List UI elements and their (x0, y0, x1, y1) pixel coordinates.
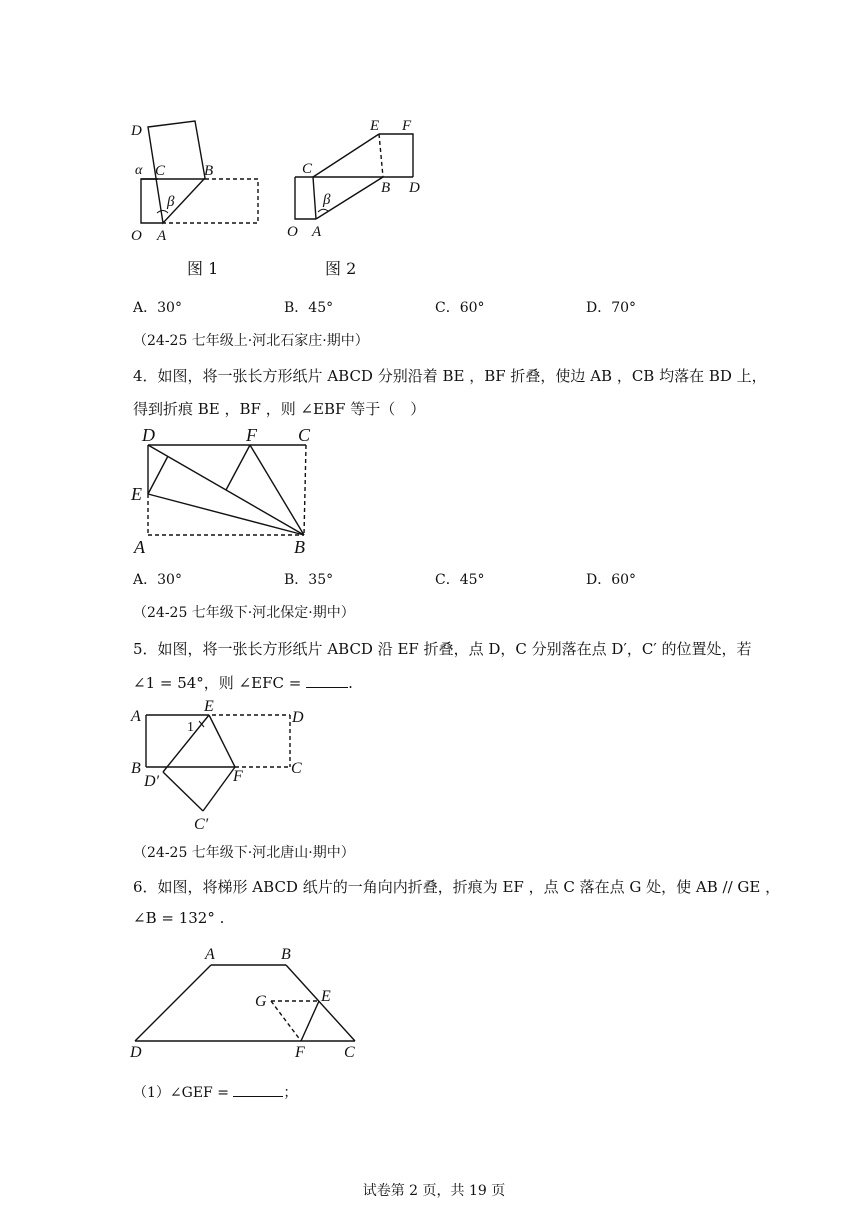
q3-option-a[interactable]: A．30° (133, 300, 182, 316)
fig1-label-A: A (157, 228, 167, 244)
q6-source: （24-25 七年级下·河北唐山·期中） (133, 845, 355, 861)
q4-figure (128, 422, 328, 562)
q4-label-B: B (294, 537, 305, 557)
q6-stem-line2: ∠B = 132° . (133, 909, 225, 927)
fig2-label-A: A (312, 224, 322, 240)
q5-label-1: 1 (187, 720, 194, 735)
q4-label-F: F (246, 425, 257, 445)
q4-label-A: A (134, 537, 145, 557)
q6-sub1-text: （1）∠GEF = (133, 1085, 229, 1101)
fig2-label-O: O (287, 224, 298, 240)
q5-label-F: F (233, 768, 243, 785)
q3-figure-2 (283, 112, 433, 247)
fig2-label-E: E (370, 118, 380, 134)
fig2-label-F: F (402, 118, 412, 134)
q4-label-D: D (142, 425, 155, 445)
q6-label-D: D (130, 1044, 142, 1061)
q5-label-B: B (131, 760, 141, 777)
q6-label-B: B (281, 946, 291, 963)
fig2-label-beta: β (323, 192, 331, 208)
q4-option-a[interactable]: A．30° (133, 572, 182, 588)
q3-option-c[interactable]: C．60° (435, 300, 485, 316)
fig1-label-O: O (131, 228, 142, 244)
page-footer: 试卷第 2 页，共 19 页 (362, 1183, 506, 1199)
q3-option-b[interactable]: B．45° (284, 300, 334, 316)
q4-option-d[interactable]: D．60° (586, 572, 637, 588)
q6-stem-line1: 6．如图，将梯形 ABCD 纸片的一角向内折叠，折痕为 EF ，点 C 落在点 G 处，使 AB // GE ， (133, 878, 781, 896)
fig1-label-C: C (155, 163, 166, 179)
q5-label-Dprime: D′ (144, 773, 160, 790)
q5-figure (125, 697, 315, 832)
q4-label-C: C (298, 425, 311, 445)
q4-option-c[interactable]: C．45° (435, 572, 485, 588)
q4-stem-line2: 得到折痕 BE ，BF ，则 ∠EBF 等于（ ） (133, 400, 426, 418)
q6-label-G: G (255, 993, 267, 1010)
fig1-label-alpha: α (135, 163, 143, 178)
q6-label-E: E (321, 988, 331, 1005)
fig2-caption: 图 2 (325, 259, 357, 278)
q4-stem-line1: 4．如图，将一张长方形纸片 ABCD 分别沿着 BE ，BF 折叠，使边 AB ，CB 均落在 BD 上， (133, 367, 767, 385)
fig2-label-D: D (409, 180, 420, 196)
q6-sub1-answer-blank[interactable] (233, 1082, 283, 1097)
fig2-label-C: C (302, 161, 313, 177)
fig2-label-B: B (381, 180, 391, 196)
fig1-label-B: B (204, 163, 214, 179)
fig1-label-D: D (131, 123, 142, 139)
q5-stem-text: ∠1 = 54°，则 ∠EFC = (133, 674, 302, 692)
fig1-label-beta: β (167, 194, 175, 210)
q5-label-Cprime: C′ (194, 816, 209, 832)
q5-label-E: E (204, 698, 214, 715)
fig1-caption: 图 1 (187, 259, 219, 278)
q6-label-F: F (295, 1044, 305, 1061)
q5-source: （24-25 七年级下·河北保定·期中） (133, 605, 355, 621)
q3-option-d[interactable]: D．70° (586, 300, 637, 316)
q5-stem-line1: 5．如图，将一张长方形纸片 ABCD 沿 EF 折叠，点 D，C 分别落在点 D′，C′ 的位置处，若 (133, 640, 752, 658)
q4-source: （24-25 七年级上·河北石家庄·期中） (133, 333, 369, 349)
q6-label-A: A (205, 946, 215, 963)
q5-label-A: A (131, 708, 141, 725)
q6-figure (125, 940, 370, 1065)
q4-label-E: E (131, 484, 142, 504)
q5-label-C: C (291, 760, 302, 777)
q4-option-b[interactable]: B．35° (284, 572, 334, 588)
q5-answer-blank[interactable] (306, 673, 348, 688)
q6-label-C: C (344, 1044, 355, 1061)
q6-sub1: （1）∠GEF = ； (133, 1082, 297, 1102)
q5-stem-line2: ∠1 = 54°，则 ∠EFC = . (133, 674, 353, 692)
q3-figure-1 (125, 112, 270, 247)
q5-label-D: D (292, 709, 304, 726)
